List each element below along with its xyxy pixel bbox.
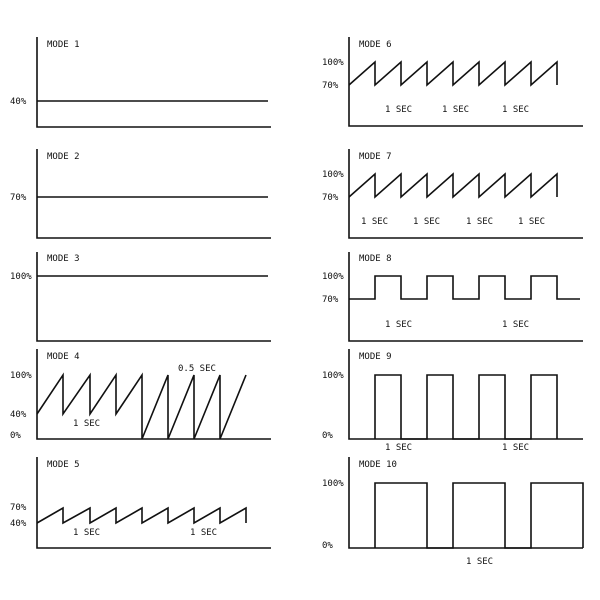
panel-title: MODE 3: [47, 254, 80, 264]
panel-title: MODE 2: [47, 152, 80, 162]
waveform: [37, 375, 246, 439]
level-label: 100%: [10, 371, 32, 381]
level-label: 40%: [10, 410, 27, 420]
time-label: 1 SEC: [385, 443, 413, 453]
level-label: 40%: [10, 519, 27, 529]
panel-title: MODE 10: [359, 460, 397, 470]
time-label: 1 SEC: [466, 217, 494, 227]
time-label: 1 SEC: [518, 217, 546, 227]
axis-frame: [37, 149, 271, 238]
panel-mode-3: [10, 252, 271, 341]
time-label: 1 SEC: [73, 528, 101, 538]
level-label: 70%: [322, 295, 339, 305]
waveform: [349, 276, 580, 299]
panel-mode-1: [10, 37, 271, 127]
time-label: 1 SEC: [502, 105, 530, 115]
time-label: 0.5 SEC: [178, 364, 216, 374]
panel-title: MODE 5: [47, 460, 80, 470]
level-label: 70%: [10, 503, 27, 513]
level-label: 0%: [322, 431, 333, 441]
time-label: 1 SEC: [190, 528, 218, 538]
time-label: 1 SEC: [385, 320, 413, 330]
axis-frame: [349, 457, 583, 548]
level-label: 70%: [322, 81, 339, 91]
axis-frame: [37, 252, 271, 341]
level-label: 0%: [322, 541, 333, 551]
panel-title: MODE 4: [47, 352, 80, 362]
time-label: 1 SEC: [385, 105, 413, 115]
time-label: 1 SEC: [73, 419, 101, 429]
level-label: 100%: [322, 371, 344, 381]
axis-frame: [349, 349, 583, 439]
time-label: 1 SEC: [413, 217, 441, 227]
level-label: 100%: [322, 58, 344, 68]
time-label: 1 SEC: [442, 105, 470, 115]
time-label: 1 SEC: [361, 217, 389, 227]
waveform: [375, 483, 583, 548]
level-label: 100%: [322, 272, 344, 282]
level-label: 0%: [10, 431, 21, 441]
level-label: 100%: [322, 479, 344, 489]
panel-mode-8: [322, 252, 583, 341]
level-label: 40%: [10, 97, 27, 107]
panel-mode-4: [10, 349, 271, 441]
level-label: 100%: [322, 170, 344, 180]
panel-title: MODE 8: [359, 254, 392, 264]
panel-mode-2: [10, 149, 271, 238]
waveform: [375, 375, 557, 439]
panel-mode-10: [322, 457, 583, 567]
panel-mode-9: [322, 349, 583, 453]
panel-mode-5: [10, 457, 271, 548]
level-label: 70%: [322, 193, 339, 203]
panel-mode-6: [322, 37, 583, 126]
waveform: [37, 508, 246, 523]
panel-title: MODE 9: [359, 352, 392, 362]
waveform: [349, 174, 557, 197]
panel-mode-7: [322, 149, 583, 238]
time-label: 1 SEC: [466, 557, 494, 567]
level-label: 100%: [10, 272, 32, 282]
waveform: [349, 62, 557, 85]
time-label: 1 SEC: [502, 443, 530, 453]
level-label: 70%: [10, 193, 27, 203]
axis-frame: [37, 37, 271, 127]
panel-title: MODE 7: [359, 152, 392, 162]
panel-title: MODE 6: [359, 40, 392, 50]
time-label: 1 SEC: [502, 320, 530, 330]
panel-title: MODE 1: [47, 40, 80, 50]
